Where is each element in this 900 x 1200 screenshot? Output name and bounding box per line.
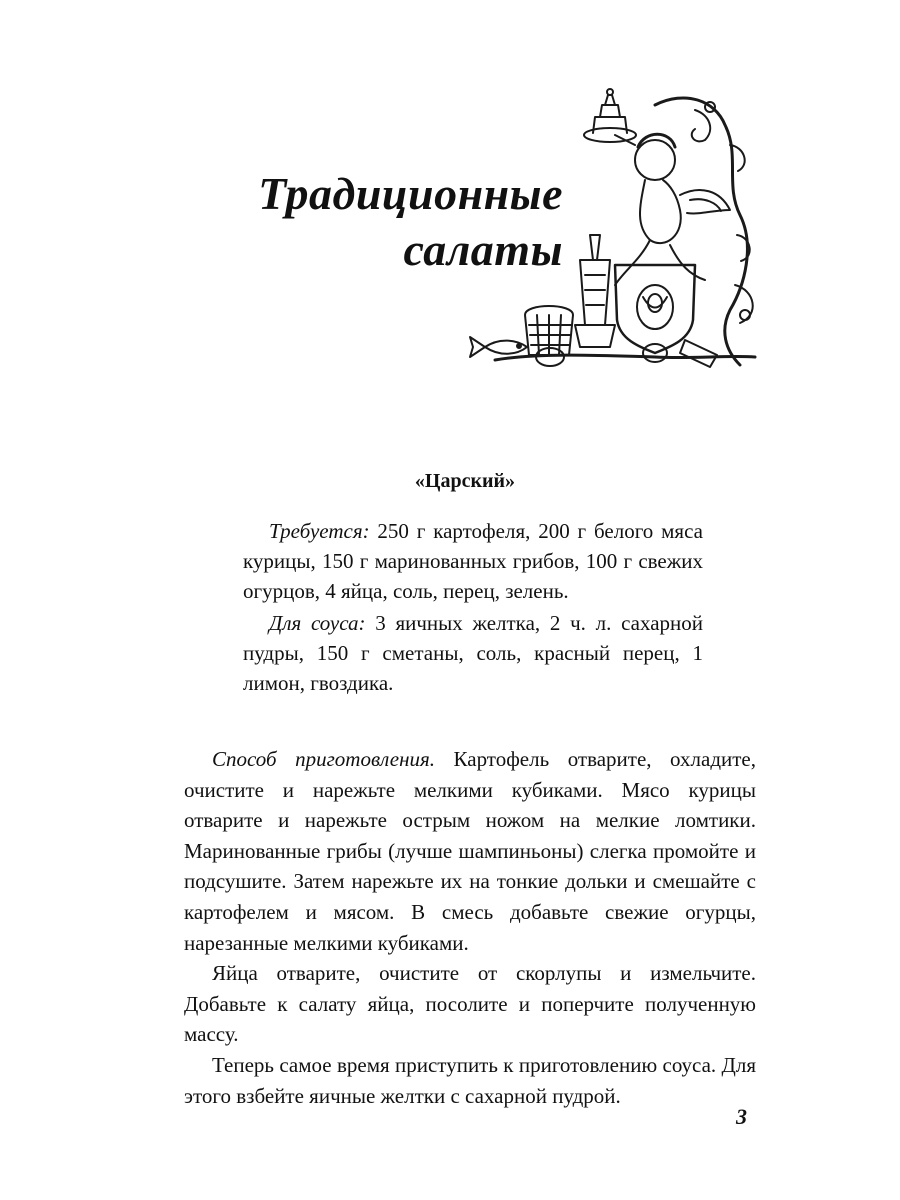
method-paragraph [184,744,756,958]
ingredients-paragraph [243,516,703,606]
chapter-title-line-2: салаты [403,224,563,275]
sauce-prep-paragraph: Теперь самое время приступить к приготовлению соуса. Для этого взбейте яичные желтки с сахарной пудрой. [184,1052,756,1108]
method-label: Способ приготовления. [212,747,436,771]
cherub-illustration-icon [455,85,765,390]
ingredients-block [243,516,703,698]
ingredients-text: 250 г картофеля, 200 г белого мяса курицы, 150 г маринованных грибов, 100 г свежих огурцов, 4 яйца, соль, перец, зелень. [243,519,703,603]
sauce-text: 3 яичных желтка, 2 ч. л. сахарной пудры, 150 г сметаны, соль, красный перец, 1 лимон, гвоздика. [243,611,704,695]
page-number: 3 [736,1104,747,1129]
sauce-label: Для соуса: [269,611,366,635]
ingredients-label: Требуется: [269,519,370,543]
method-block [184,744,756,1111]
eggs-paragraph: Яйца отварите, очистите от скорлупы и измельчите. Добавьте к салату яйца, посолите и поперчите полученную массу. [184,961,756,1047]
recipe-title: «Царский» [414,470,516,492]
method-text: Картофель отварите, охладите, очистите и нарежьте мелкими кубиками. Мясо курицы отварите и нарежьте острым ножом на мелкие ломтики. Маринованные грибы (лучше шампиньоны) слегка промойте и подсушите. Затем нарежьте их на тонкие дольки и смешайте с картофелем и мясом. В смесь добавьте свежие огурцы, нарезанные мелкими кубиками. [184,747,757,955]
chapter-title-line-1: Традиционные [258,168,563,219]
sauce-paragraph [243,608,703,698]
